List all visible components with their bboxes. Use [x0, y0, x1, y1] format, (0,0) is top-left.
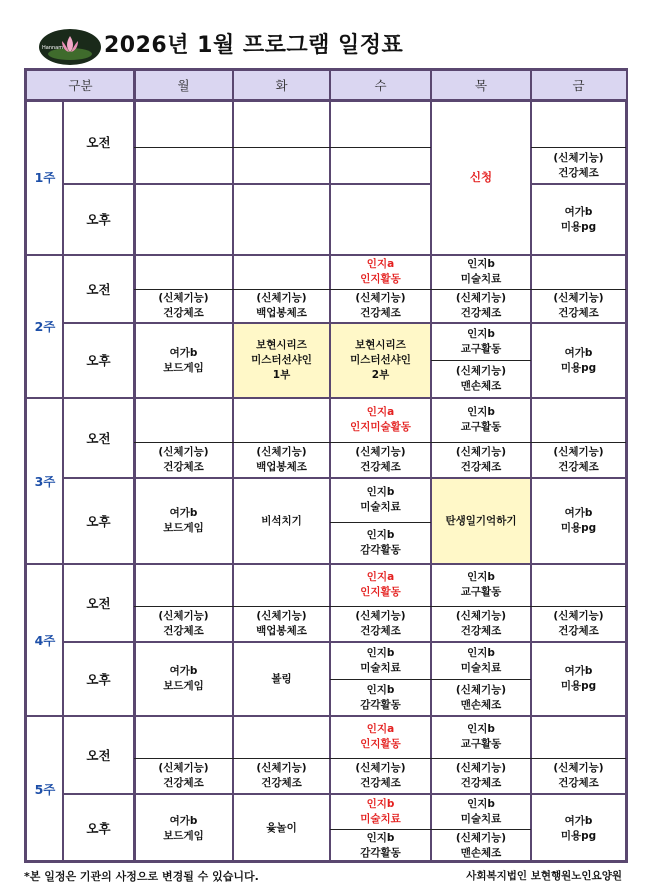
- w5-am-label: 오전: [86, 747, 111, 763]
- w1-am-label: 오전: [86, 134, 111, 150]
- grid-line: [63, 183, 431, 185]
- w4-wed-am1-cell: 인지a 인지활동: [360, 571, 401, 598]
- w5-thu-pm1-cell: 인지b 미술치료: [460, 797, 502, 825]
- grid-line: [330, 829, 531, 830]
- w4-wed-pm1-cell: 인지b 미술치료: [360, 646, 401, 674]
- w4-wed-pm2-cell: 인지b 감각활동: [360, 683, 401, 711]
- w3-mon-am2-cell: (신체기능) 건강체조: [158, 446, 209, 473]
- w2-pm-label: 오후: [86, 353, 111, 368]
- header-fri: 금: [531, 71, 626, 100]
- grid-line: [63, 322, 626, 324]
- grid-line: [27, 254, 626, 256]
- w2-mon-am2-cell: (신체기능) 건강체조: [158, 292, 209, 319]
- grid-line: [133, 71, 136, 863]
- grid-line: [27, 99, 626, 102]
- logo-text: Hannam: [42, 45, 64, 51]
- w2-thu-am1-cell: 인지b 미술치료: [460, 258, 502, 285]
- grid-line: [329, 71, 331, 863]
- grid-line: [63, 793, 626, 795]
- header-thu: 목: [431, 71, 531, 100]
- grid-line: [530, 71, 532, 863]
- w5-tue-am2-cell: (신체기능) 건강체조: [256, 762, 307, 789]
- footer-note: *본 일정은 기관의 사정으로 변경될 수 있습니다.: [24, 870, 259, 883]
- grid-line: [134, 606, 626, 607]
- week-5-label: 5주: [34, 782, 56, 797]
- week-2-label: 2주: [34, 319, 56, 334]
- grid-line: [62, 100, 64, 863]
- footer-org: 사회복지법인 보현행원노인요양원: [466, 870, 622, 882]
- schedule-table: [24, 68, 628, 863]
- w5-fri-am2-cell: (신체기능) 건강체조: [553, 762, 604, 789]
- w3-wed-am1-cell: 인지a 인지미술활동: [350, 406, 411, 433]
- w1-thu-cell: 신청: [469, 170, 493, 184]
- w5-tue-pm-cell: 윷놀이: [266, 822, 297, 834]
- w3-mon-pm-cell: 여가b 보드게임: [163, 507, 204, 534]
- w2-thu-pm1-cell: 인지b 교구활동: [460, 327, 502, 355]
- w5-thu-am1-cell: 인지b 교구활동: [460, 723, 502, 750]
- w5-pm-label: 오후: [86, 821, 111, 836]
- w4-mon-am2-cell: (신체기능) 건강체조: [158, 610, 209, 637]
- w5-wed-pm1-cell: 인지b 미술치료: [360, 797, 401, 825]
- w4-wed-am2-cell: (신체기능) 건강체조: [355, 610, 406, 637]
- w4-fri-pm-cell: 여가b 미용pg: [560, 665, 597, 692]
- week-1-label: 1주: [34, 170, 56, 185]
- w4-thu-am1-cell: 인지b 교구활동: [460, 571, 502, 598]
- w3-thu-am2-cell: (신체기능) 건강체조: [455, 446, 507, 473]
- w2-wed-am1-cell: 인지a 인지활동: [360, 258, 401, 285]
- w1-fri-pm-cell: 여가b 미용pg: [560, 205, 597, 233]
- w5-wed-am1-cell: 인지a 인지활동: [360, 723, 401, 750]
- w4-thu-pm1-cell: 인지b 미술치료: [460, 646, 502, 674]
- header-corner: 구분: [27, 71, 134, 100]
- w4-thu-pm2-cell: (신체기능) 맨손체조: [455, 683, 507, 711]
- w5-wed-pm2-cell: 인지b 감각활동: [360, 832, 401, 859]
- w1-pm-label: 오후: [86, 212, 111, 227]
- w3-wed-pm2-cell: 인지b 감각활동: [360, 529, 401, 556]
- lotus-logo-icon: [38, 28, 102, 66]
- w4-tue-am2-cell: (신체기능) 백업봉체조: [256, 610, 307, 637]
- w4-fri-am2-cell: (신체기능) 건강체조: [553, 610, 604, 637]
- grid-line: [27, 563, 626, 565]
- grid-line: [232, 71, 234, 863]
- w5-wed-am2-cell: (신체기능) 건강체조: [355, 762, 406, 789]
- w3-am-label: 오전: [86, 430, 111, 446]
- w5-fri-pm-cell: 여가b 미용pg: [560, 814, 597, 842]
- w2-tue-pm-cell: 보현시리즈 미스터선샤인 1부: [233, 323, 330, 398]
- w3-thu-pm-cell: 탄생일기억하기: [431, 478, 531, 564]
- w5-mon-am2-cell: (신체기능) 건강체조: [158, 762, 209, 789]
- week-3-label: 3주: [34, 473, 56, 489]
- w3-fri-pm-cell: 여가b 미용pg: [560, 507, 597, 534]
- w5-thu-pm2-cell: (신체기능) 맨손체조: [455, 832, 507, 859]
- grid-line: [330, 522, 431, 523]
- grid-line: [27, 715, 626, 717]
- w2-wed-am2-cell: (신체기능) 건강체조: [355, 292, 406, 319]
- w3-wed-pm1-cell: 인지b 미술치료: [360, 486, 401, 513]
- w4-am-label: 오전: [86, 595, 111, 611]
- w3-fri-am2-cell: (신체기능) 건강체조: [553, 446, 604, 473]
- grid-line: [134, 289, 626, 290]
- w5-mon-pm-cell: 여가b 보드게임: [163, 814, 204, 842]
- w2-thu-pm2-cell: (신체기능) 맨손체조: [455, 365, 507, 392]
- grid-line: [431, 360, 531, 361]
- w2-wed-pm-cell: 보현시리즈 미스터선샤인 2부: [330, 323, 431, 398]
- grid-line: [134, 758, 626, 759]
- grid-line: [531, 183, 626, 185]
- grid-line: [531, 147, 626, 148]
- w2-fri-am2-cell: (신체기능) 건강체조: [553, 292, 604, 319]
- w3-thu-am1-cell: 인지b 교구활동: [460, 406, 502, 433]
- week-4-label: 4주: [34, 632, 56, 648]
- grid-line: [63, 641, 626, 643]
- w3-wed-am2-cell: (신체기능) 건강체조: [355, 446, 406, 473]
- w2-tue-am2-cell: (신체기능) 백업봉체조: [256, 292, 307, 319]
- grid-line: [330, 679, 531, 680]
- page-title: 2026년 1월 프로그램 일정표: [104, 33, 404, 58]
- header-tue: 화: [233, 71, 330, 100]
- w2-thu-am2-cell: (신체기능) 건강체조: [455, 292, 507, 319]
- w3-pm-label: 오후: [86, 513, 111, 529]
- header-mon: 월: [134, 71, 233, 100]
- w3-tue-am2-cell: (신체기능) 백업봉체조: [256, 446, 307, 473]
- header-wed: 수: [330, 71, 431, 100]
- grid-line: [134, 147, 431, 148]
- w5-thu-am2-cell: (신체기능) 건강체조: [455, 762, 507, 789]
- w2-am-label: 오전: [86, 281, 111, 297]
- w4-thu-am2-cell: (신체기능) 건강체조: [455, 610, 507, 637]
- w2-mon-pm-cell: 여가b 보드게임: [163, 346, 204, 374]
- w1-fri-am-cell: (신체기능) 건강체조: [553, 151, 604, 179]
- w2-fri-pm-cell: 여가b 미용pg: [560, 346, 597, 374]
- grid-line: [27, 397, 626, 399]
- grid-line: [63, 477, 626, 479]
- w4-mon-pm-cell: 여가b 보드게임: [163, 665, 204, 692]
- w3-tue-pm-cell: 비석치기: [261, 514, 302, 527]
- w4-tue-pm-cell: 볼링: [271, 672, 292, 685]
- grid-line: [134, 442, 626, 443]
- grid-line: [430, 71, 432, 863]
- w4-pm-label: 오후: [86, 671, 111, 687]
